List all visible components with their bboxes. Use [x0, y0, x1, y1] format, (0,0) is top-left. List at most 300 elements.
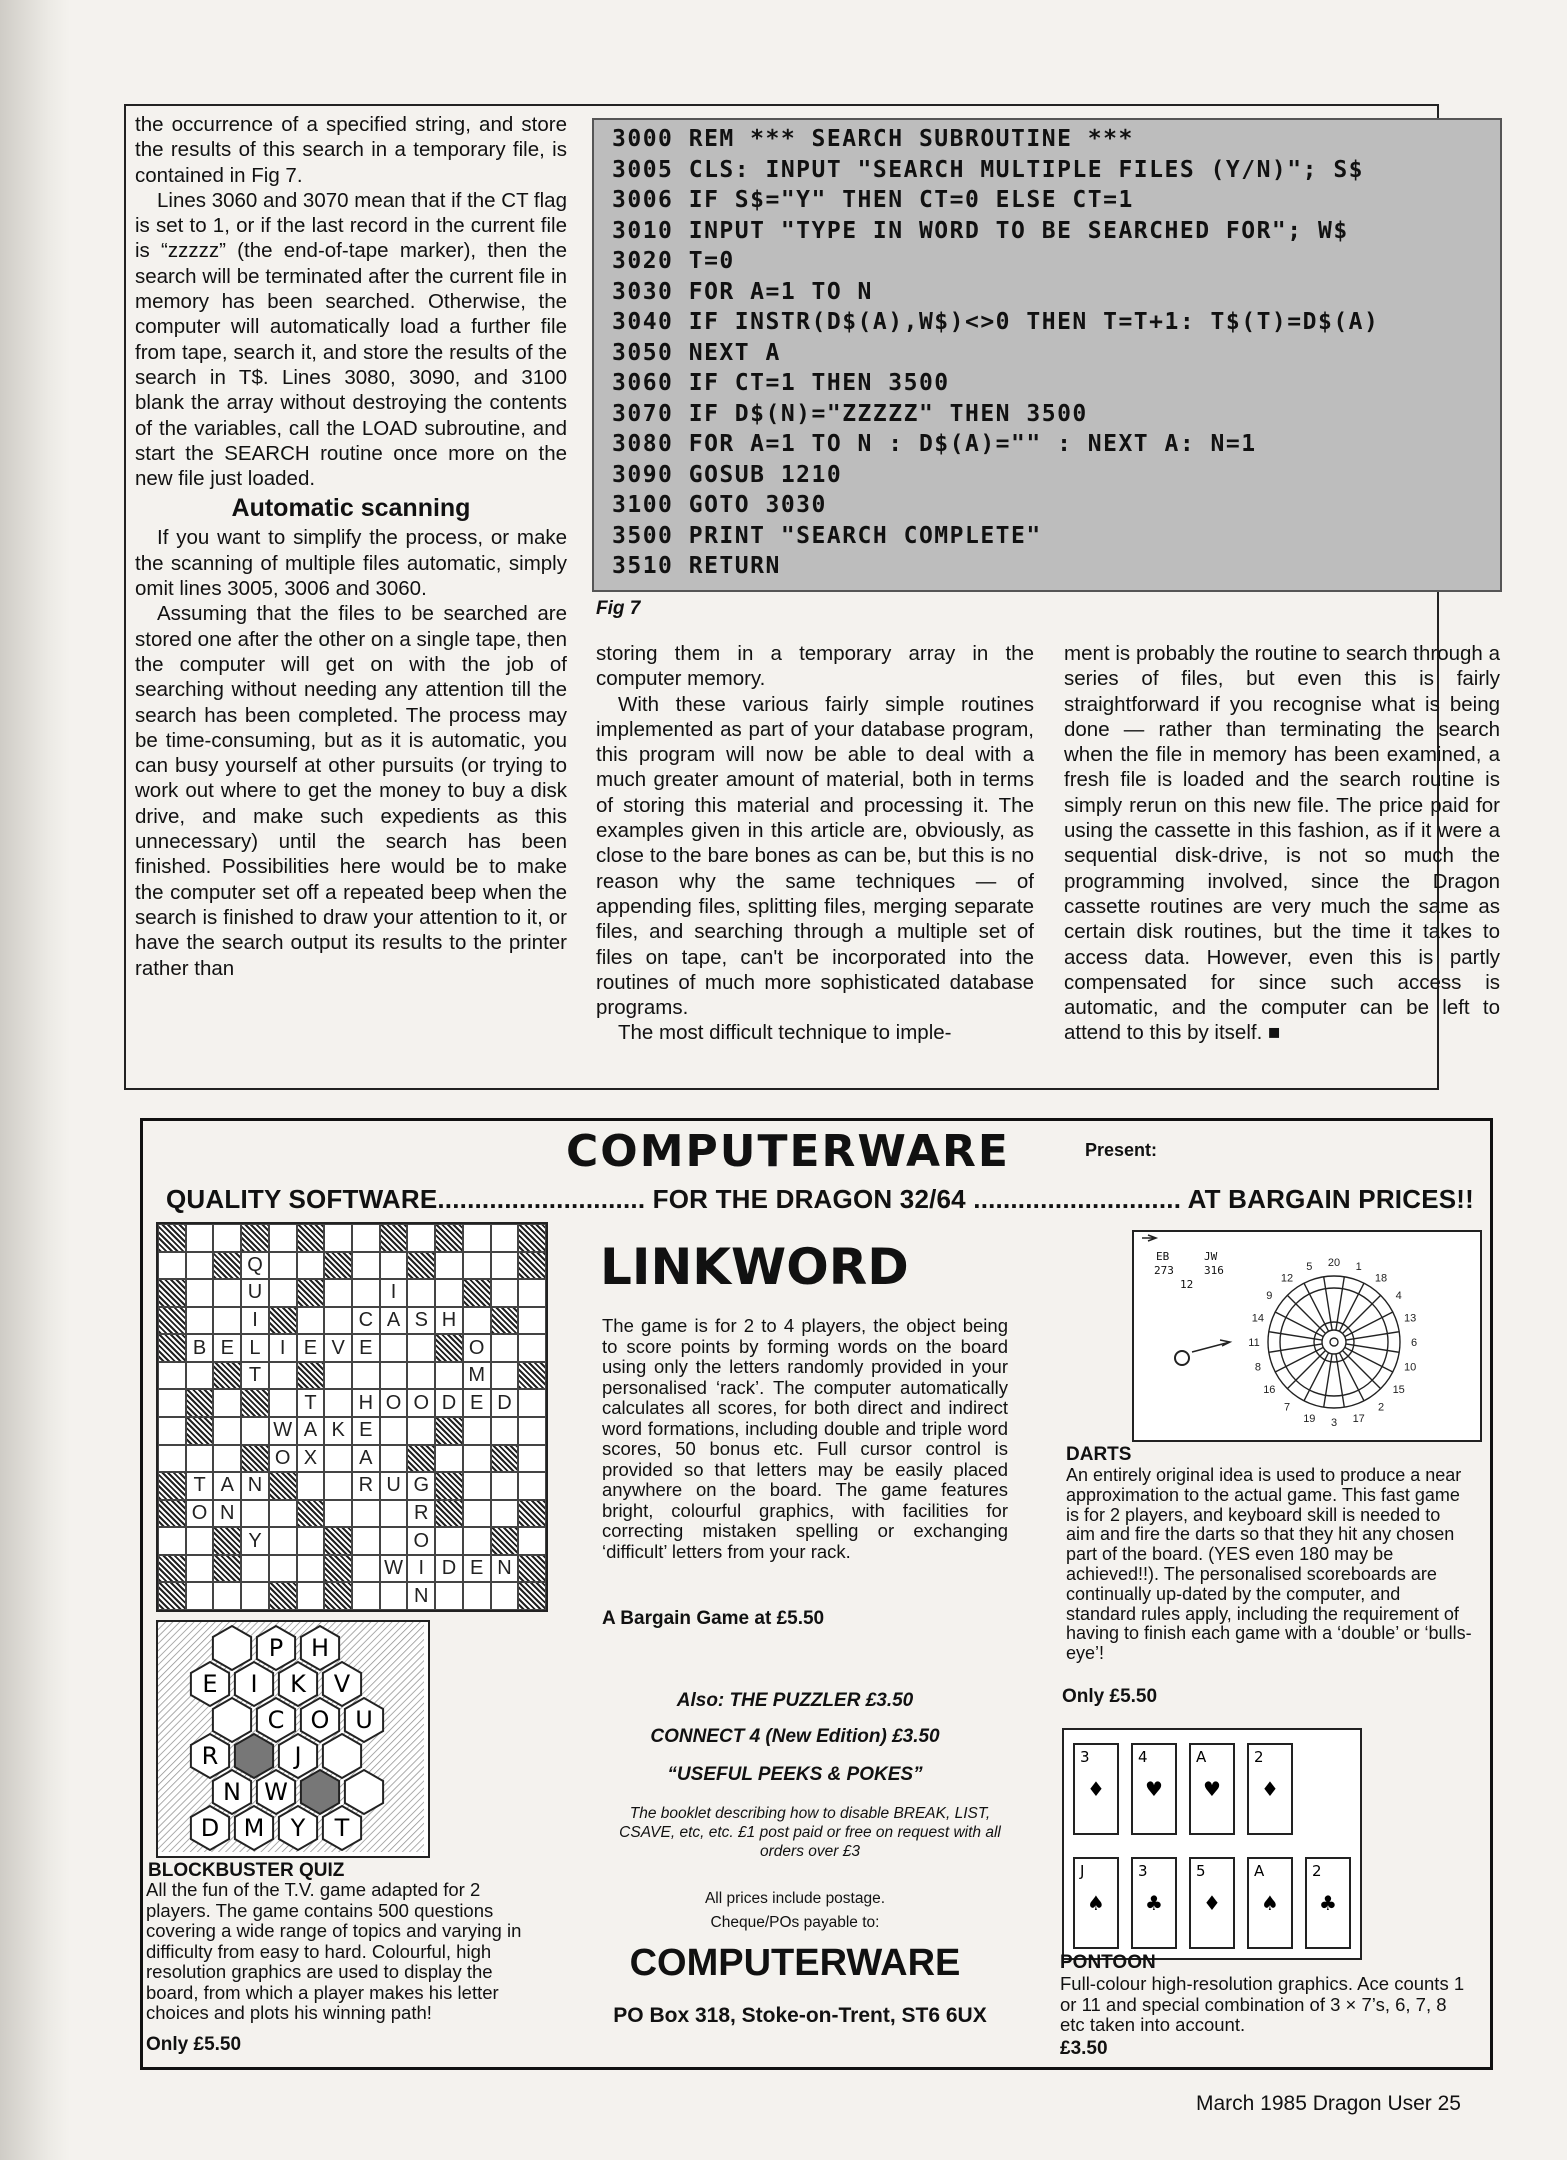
board-cell	[213, 1224, 241, 1252]
board-cell	[435, 1252, 463, 1280]
also-connect4: CONNECT 4 (New Edition) £3.50	[650, 1726, 940, 1747]
hexagon-cell	[323, 1734, 361, 1778]
card-rank: A	[1196, 1748, 1207, 1766]
board-cell	[269, 1307, 297, 1335]
board-cell	[269, 1582, 297, 1610]
board-cell: Q	[241, 1252, 269, 1280]
board-cell	[463, 1252, 491, 1280]
board-cell	[518, 1334, 546, 1362]
board-cell	[158, 1472, 186, 1500]
board-cell	[518, 1445, 546, 1473]
hexagon-letter: C	[267, 1706, 285, 1734]
dartboard-number: 8	[1254, 1361, 1261, 1374]
board-cell	[158, 1279, 186, 1307]
board-cell	[518, 1224, 546, 1252]
dartboard-number: 13	[1403, 1312, 1417, 1325]
board-cell	[380, 1252, 408, 1280]
board-cell	[435, 1445, 463, 1473]
board-cell: D	[491, 1389, 519, 1417]
board-cell: E	[352, 1417, 380, 1445]
board-cell: N	[213, 1500, 241, 1528]
article-column-1	[135, 112, 567, 981]
dartboard-wire	[1336, 1354, 1344, 1407]
board-cell: X	[297, 1445, 325, 1473]
board-cell	[352, 1500, 380, 1528]
dartboard-wire	[1324, 1354, 1332, 1407]
board-cell	[463, 1472, 491, 1500]
board-cell	[491, 1500, 519, 1528]
board-cell	[380, 1362, 408, 1390]
board-cell	[158, 1500, 186, 1528]
postage-note: All prices include postage.	[704, 1890, 886, 1907]
board-cell	[213, 1362, 241, 1390]
hexagon-letter: Y	[290, 1814, 306, 1842]
board-cell: T	[297, 1389, 325, 1417]
linkword-price: A Bargain Game at £5.50	[602, 1608, 825, 1629]
paragraph: The most difficult technique to imple-	[618, 1021, 952, 1045]
board-cell	[324, 1445, 352, 1473]
ad-present-label: Present:	[1085, 1140, 1158, 1160]
hexagon-letter: J	[294, 1742, 302, 1770]
card-suit: ♣	[1319, 1891, 1337, 1915]
hexagon-cell	[345, 1770, 383, 1814]
dartboard-number: 3	[1330, 1417, 1338, 1429]
linkword-description: The game is for 2 to 4 players, the object being to score points by forming words on the board using only the letters randomly provided in your personalised ‘rack’. The computer automatically calculates all scores, for both direct and indirect word formations, including double and triple word scores, 50 bonus etc. Full cursor control is provided so that letters may be easily placed anywhere on the board. The game features bright, colourful graphics, with facilities for correcting mistaken spelling or exchanging ‘difficult’ letters from your rack.	[602, 1315, 1008, 1562]
board-cell	[269, 1279, 297, 1307]
board-cell	[186, 1555, 214, 1583]
board-cell	[213, 1527, 241, 1555]
board-cell	[324, 1582, 352, 1610]
hexagon-cell	[301, 1770, 339, 1814]
booklet-description: The booklet describing how to disable BREAK, LIST, CSAVE, etc, etc. £1 post paid or free on request with all orders over £3	[619, 1805, 1001, 1860]
code-line: 3090 GOSUB 1210	[612, 461, 843, 488]
dartboard-number: 9	[1266, 1290, 1273, 1302]
board-cell	[491, 1582, 519, 1610]
board-cell	[269, 1527, 297, 1555]
board-cell	[463, 1527, 491, 1555]
board-cell	[518, 1307, 546, 1335]
card-rank: 4	[1138, 1748, 1148, 1766]
board-cell	[491, 1472, 519, 1500]
board-cell: Y	[241, 1527, 269, 1555]
board-cell	[297, 1582, 325, 1610]
code-line: 3030 FOR A=1 TO N	[612, 278, 873, 305]
blockbuster-description: All the fun of the T.V. game adapted for 2 players. The game contains 500 questions covering a wide range of topics and varying in difficulty from easy to hard. Colourful, high resolution graphics are used to display the board, from which a player makes his letter choices and plots his winning path!	[146, 1879, 522, 2023]
board-cell: U	[380, 1472, 408, 1500]
board-cell	[491, 1334, 519, 1362]
board-cell	[297, 1472, 325, 1500]
board-cell	[518, 1527, 546, 1555]
board-cell	[297, 1279, 325, 1307]
board-cell	[269, 1472, 297, 1500]
board-cell	[463, 1417, 491, 1445]
board-cell	[297, 1307, 325, 1335]
board-cell	[324, 1527, 352, 1555]
pontoon-description: Full-colour high-resolution graphics. Ace counts 1 or 11 and special combination of 3 × 7’s, 6, 7, 8 etc taken into account.	[1060, 1973, 1465, 2035]
board-cell	[518, 1582, 546, 1610]
card-suit: ♠	[1261, 1891, 1279, 1915]
paragraph: the occurrence of a specified string, and store the results of this search in a temporary file, is contained in Fig 7.	[135, 113, 567, 187]
board-cell: O	[380, 1389, 408, 1417]
board-cell	[186, 1362, 214, 1390]
code-line: 3060 IF CT=1 THEN 3500	[612, 370, 950, 396]
board-cell: M	[463, 1362, 491, 1390]
board-cell: E	[213, 1334, 241, 1362]
board-cell: I	[407, 1555, 435, 1583]
hexagon-cell	[235, 1734, 273, 1778]
card-suit: ♣	[1145, 1891, 1163, 1915]
board-cell	[158, 1417, 186, 1445]
board-cell	[186, 1279, 214, 1307]
paragraph: If you want to simplify the process, or make the scanning of multiple files automatic, simply omit lines 3005, 3006 and 3060.	[135, 526, 567, 601]
board-cell	[241, 1555, 269, 1583]
board-cell	[463, 1224, 491, 1252]
board-cell	[186, 1389, 214, 1417]
dartboard-wire	[1324, 1277, 1332, 1330]
dartboard-number: 5	[1306, 1260, 1313, 1273]
hexagon-grid-graphic	[158, 1622, 424, 1852]
playing-cards-graphic	[1064, 1730, 1356, 1954]
board-cell	[435, 1334, 463, 1362]
board-cell: A	[297, 1417, 325, 1445]
darts-illustration	[1132, 1230, 1482, 1442]
board-cell	[186, 1445, 214, 1473]
board-cell	[297, 1252, 325, 1280]
board-cell: S	[407, 1307, 435, 1335]
dartboard-number: 4	[1395, 1290, 1402, 1302]
board-cell	[158, 1334, 186, 1362]
dartboard-number: 15	[1392, 1384, 1405, 1396]
also-peeks-pokes: “USEFUL PEEKS & POKES”	[667, 1764, 923, 1785]
board-cell	[269, 1389, 297, 1417]
card-suit: ♦	[1261, 1777, 1279, 1801]
card-suit: ♠	[1087, 1891, 1105, 1915]
board-cell	[324, 1389, 352, 1417]
pontoon-title: PONTOON	[1060, 1952, 1156, 1973]
board-cell	[518, 1362, 546, 1390]
paragraph: Assuming that the files to be searched are stored one after the other on a single tape, then the computer will get on with the job of searching without needing any attention till the search has been completed. The process may be time-consuming, but as it is automatic, you can busy yourself at other pursuits (or trying to work out where to get the money to buy a disk drive, and make such expedients as this unnecessary) until the search has been finished. Possibilities here would be to make the computer set off a repeated beep when the search is finished to draw your attention to it, or have the search output its results to the printer rather than	[135, 602, 567, 980]
board-cell	[297, 1362, 325, 1390]
blockbuster-title: BLOCKBUSTER QUIZ	[148, 1860, 345, 1881]
section-heading: Automatic scanning	[231, 494, 471, 523]
board-cell	[518, 1500, 546, 1528]
board-cell	[186, 1307, 214, 1335]
board-cell	[324, 1472, 352, 1500]
board-cell	[435, 1500, 463, 1528]
board-cell	[491, 1362, 519, 1390]
board-cell	[435, 1582, 463, 1610]
dartboard-number: 7	[1283, 1401, 1291, 1414]
paragraph: storing them in a temporary array in the computer memory.	[596, 642, 1034, 691]
board-cell: E	[463, 1389, 491, 1417]
board-cell	[241, 1389, 269, 1417]
ad-brand-bottom: COMPUTERWARE	[629, 1942, 961, 1984]
board-cell: W	[269, 1417, 297, 1445]
code-line: 3100 GOTO 3030	[612, 492, 827, 518]
paragraph: ment is probably the routine to search through a series of files, but even this is fairly straightforward if you recognise what is being done — rather than terminating the search when the file in memory has been examined, a fresh file is loaded and the search routine is simply rerun on this new file. The price paid for using the cassette in this fashion, as if it were a sequential disk-drive, is not so much the programming involved, since the Dragon cassette routines are very much the same as certain disk routines, but the time it takes to access data. However, even this is partly compensated for since such access is automatic, and the computer can be left to attend to this by itself. ■	[1064, 642, 1500, 1045]
board-cell	[407, 1279, 435, 1307]
dartboard-ring	[1330, 1338, 1338, 1346]
darts-title: DARTS	[1066, 1444, 1132, 1465]
board-cell: L	[241, 1334, 269, 1362]
dartboard-number: 19	[1303, 1413, 1316, 1426]
card-rank: 3	[1138, 1862, 1148, 1880]
dartboard-number: 14	[1251, 1312, 1265, 1325]
hexagon-letter: R	[201, 1742, 219, 1770]
code-line: 3000 REM *** SEARCH SUBROUTINE ***	[612, 126, 1134, 152]
board-cell: H	[352, 1389, 380, 1417]
linkword-board-illustration	[156, 1222, 548, 1612]
hexagon-letter: H	[310, 1634, 330, 1662]
board-cell	[158, 1224, 186, 1252]
darts-description: An entirely original idea is used to produce a near approximation to the actual game. This fast game is for 2 players, and keyboard skill is needed to aim and fire the darts so that they hit any chosen part of the board. (YES even 180 may be achieved!!). The personalised scoreboards are continually up-dated by the computer, and standard rules apply, including the requirement of having to finish each game with a ‘double’ or ‘bulls-eye’!	[1066, 1465, 1472, 1664]
board-cell	[407, 1224, 435, 1252]
board-cell	[324, 1224, 352, 1252]
board-cell	[518, 1555, 546, 1583]
darts-score-label: 316	[1204, 1264, 1224, 1277]
board-cell	[241, 1417, 269, 1445]
board-cell	[518, 1472, 546, 1500]
board-cell	[186, 1224, 214, 1252]
code-line: 3070 IF D$(N)="ZZZZZ" THEN 3500	[612, 400, 1088, 427]
board-cell: A	[380, 1307, 408, 1335]
hexagon-letter: O	[310, 1706, 330, 1734]
board-cell: N	[407, 1582, 435, 1610]
board-cell	[297, 1500, 325, 1528]
card-rank: 2	[1312, 1862, 1322, 1880]
board-cell: W	[380, 1555, 408, 1583]
board-cell	[269, 1500, 297, 1528]
hexagon-letter: T	[334, 1814, 350, 1842]
hexagon-letter: E	[202, 1670, 218, 1698]
board-cell: K	[324, 1417, 352, 1445]
hexagon-cell	[213, 1626, 251, 1670]
card-rank: A	[1254, 1862, 1265, 1880]
dartboard-wire	[1336, 1277, 1344, 1330]
darts-score-label: 273	[1154, 1264, 1174, 1277]
board-cell: N	[241, 1472, 269, 1500]
board-cell	[352, 1582, 380, 1610]
hexagon-letter: K	[290, 1670, 306, 1698]
darts-price: Only £5.50	[1062, 1686, 1158, 1707]
board-cell	[241, 1224, 269, 1252]
board-cell	[435, 1362, 463, 1390]
code-line: 3040 IF INSTR(D$(A),W$)<>0 THEN T=T+1: T$(T)=D$(A)	[612, 309, 1380, 335]
code-line: 3050 NEXT A	[612, 339, 781, 366]
code-line: 3006 IF S$="Y" THEN CT=0 ELSE CT=1	[612, 187, 1134, 213]
board-cell	[213, 1582, 241, 1610]
board-cell	[518, 1252, 546, 1280]
board-cell	[213, 1252, 241, 1280]
board-cell	[352, 1252, 380, 1280]
board-cell	[491, 1224, 519, 1252]
dartboard-number: 11	[1248, 1337, 1260, 1349]
board-cell	[491, 1445, 519, 1473]
hexagon-cell	[213, 1698, 251, 1742]
board-cell	[491, 1527, 519, 1555]
board-cell	[463, 1307, 491, 1335]
darts-score-label: JW	[1204, 1250, 1218, 1263]
board-cell	[241, 1582, 269, 1610]
board-cell	[435, 1279, 463, 1307]
board-cell	[463, 1582, 491, 1610]
board-cell	[186, 1582, 214, 1610]
board-cell	[463, 1445, 491, 1473]
pontoon-price: £3.50	[1060, 2038, 1108, 2059]
board-cell	[352, 1224, 380, 1252]
board-cell	[297, 1527, 325, 1555]
article-column-3	[1064, 641, 1500, 1046]
ad-address: PO Box 318, Stoke-on-Trent, ST6 6UX	[613, 2004, 987, 2027]
board-cell	[491, 1252, 519, 1280]
board-cell: C	[352, 1307, 380, 1335]
board-cell	[158, 1555, 186, 1583]
board-cell: U	[241, 1279, 269, 1307]
board-cell	[213, 1279, 241, 1307]
board-cell	[269, 1362, 297, 1390]
card-suit: ♥	[1203, 1777, 1221, 1801]
board-cell: E	[352, 1334, 380, 1362]
board-cell	[407, 1362, 435, 1390]
board-cell	[324, 1362, 352, 1390]
dartboard-ring	[1322, 1330, 1346, 1354]
card-rank: 3	[1080, 1748, 1090, 1766]
hexagon-letter: M	[243, 1814, 265, 1842]
board-cell	[491, 1279, 519, 1307]
board-cell	[407, 1445, 435, 1473]
board-cell	[186, 1417, 214, 1445]
darts-score-label: EB	[1156, 1250, 1170, 1263]
board-cell: A	[213, 1472, 241, 1500]
board-cell: O	[407, 1527, 435, 1555]
blockbuster-price: Only £5.50	[146, 2034, 242, 2055]
board-cell	[269, 1252, 297, 1280]
board-cell	[186, 1252, 214, 1280]
board-cell: D	[435, 1555, 463, 1583]
dartboard-wire	[1269, 1332, 1322, 1340]
board-cell	[241, 1445, 269, 1473]
board-cell	[407, 1252, 435, 1280]
dartboard-number: 10	[1403, 1361, 1417, 1374]
dartboard-number: 2	[1377, 1401, 1385, 1414]
board-cell	[213, 1555, 241, 1583]
board-cell	[491, 1417, 519, 1445]
board-cell	[158, 1445, 186, 1473]
board-cell	[324, 1252, 352, 1280]
figure-caption: Fig 7	[596, 598, 641, 619]
code-listing	[592, 118, 1502, 592]
board-cell	[435, 1527, 463, 1555]
dartboard-number: 17	[1352, 1413, 1365, 1426]
board-cell: R	[407, 1500, 435, 1528]
board-cell	[407, 1417, 435, 1445]
hexagon-letter: W	[264, 1778, 288, 1806]
darts-score-label: 12	[1180, 1278, 1194, 1291]
board-cell: O	[407, 1389, 435, 1417]
code-line: 3010 INPUT "TYPE IN WORD TO BE SEARCHED FOR"; W$	[612, 217, 1349, 244]
board-cell	[158, 1389, 186, 1417]
dartboard-number: 16	[1263, 1384, 1276, 1396]
board-cell	[213, 1417, 241, 1445]
also-puzzler: Also: THE PUZZLER £3.50	[676, 1690, 914, 1711]
dartboard-wire	[1346, 1332, 1399, 1340]
board-cell: N	[491, 1555, 519, 1583]
board-cell	[518, 1389, 546, 1417]
ad-brand-title: COMPUTERWARE	[566, 1126, 1010, 1177]
dartboard-number: 20	[1327, 1257, 1341, 1269]
board-cell	[324, 1279, 352, 1307]
board-cell	[518, 1417, 546, 1445]
linkword-title: LINKWORD	[600, 1238, 909, 1296]
board-cell: G	[407, 1472, 435, 1500]
article-column-2	[596, 641, 1034, 1046]
board-cell	[324, 1307, 352, 1335]
board-cell	[213, 1445, 241, 1473]
board-cell	[380, 1582, 408, 1610]
card-suit: ♦	[1203, 1891, 1221, 1915]
board-cell	[380, 1334, 408, 1362]
hexagon-letter: P	[268, 1634, 284, 1662]
board-cell: I	[241, 1307, 269, 1335]
board-cell: E	[463, 1555, 491, 1583]
board-cell: E	[297, 1334, 325, 1362]
card-rank: J	[1080, 1862, 1085, 1880]
board-cell	[463, 1500, 491, 1528]
dartboard-graphic	[1134, 1232, 1476, 1436]
board-cell	[518, 1279, 546, 1307]
page-spine-shadow	[0, 0, 70, 2160]
hexagon-letter: N	[223, 1778, 241, 1806]
board-cell: O	[186, 1500, 214, 1528]
card-rank: 5	[1196, 1862, 1206, 1880]
board-cell	[352, 1527, 380, 1555]
board-cell	[463, 1279, 491, 1307]
cheques-note: Cheque/POs payable to:	[710, 1914, 880, 1931]
card-suit: ♥	[1145, 1777, 1163, 1801]
board-cell: B	[186, 1334, 214, 1362]
board-cell: V	[324, 1334, 352, 1362]
board-cell: A	[352, 1445, 380, 1473]
board-cell	[380, 1417, 408, 1445]
card-rank: 2	[1254, 1748, 1264, 1766]
code-line: 3020 T=0	[612, 248, 735, 274]
board-cell	[435, 1224, 463, 1252]
board-cell	[352, 1555, 380, 1583]
board-cell	[297, 1555, 325, 1583]
paragraph: With these various fairly simple routines implemented as part of your database program, this program will now be able to deal with a much greater amount of material, both in terms of storing this material and processing it. The examples given in this article are, obviously, as close to the bare bones as can be, but this is no reason why the same techniques — of appending files, splitting files, merging separate files, and searching through a multiple set of files on tape, can't be incorporated into the routines of much more sophisticated database programs.	[596, 692, 1034, 1020]
board-cell	[380, 1500, 408, 1528]
dartboard-number: 12	[1280, 1272, 1294, 1285]
ad-tagline: QUALITY SOFTWARE............................ FOR THE DRAGON 32/64 ............................ AT BARGAIN PRICES!!	[166, 1184, 1475, 1214]
board-cell	[269, 1555, 297, 1583]
board-cell	[158, 1362, 186, 1390]
board-cell	[297, 1224, 325, 1252]
blockbuster-board-illustration	[156, 1620, 430, 1858]
code-line: 3080 FOR A=1 TO N : D$(A)="" : NEXT A: N=1	[612, 431, 1257, 457]
dartboard-number: 1	[1355, 1260, 1362, 1273]
code-line: 3500 PRINT "SEARCH COMPLETE"	[612, 522, 1042, 549]
board-cell: O	[269, 1445, 297, 1473]
board-cell	[407, 1334, 435, 1362]
board-cell	[380, 1527, 408, 1555]
dartboard-number: 6	[1410, 1337, 1418, 1349]
board-cell	[241, 1500, 269, 1528]
board-cell	[435, 1417, 463, 1445]
paragraph: Lines 3060 and 3070 mean that if the CT flag is set to 1, or if the last record in the current file is “zzzzz” (the end-of-tape marker), then the search will be terminated after the current file in memory has been searched. Otherwise, the computer will automatically load a further file from tape, search it, and store the results of the search in T$. Lines 3080, 3090, and 3100 blank the array without destroying the contents of the variables, call the LOAD subroutine, and start the SEARCH routine once more on the new file just loaded.	[135, 188, 567, 491]
board-cell	[158, 1252, 186, 1280]
board-cell	[158, 1527, 186, 1555]
board-cell	[380, 1224, 408, 1252]
